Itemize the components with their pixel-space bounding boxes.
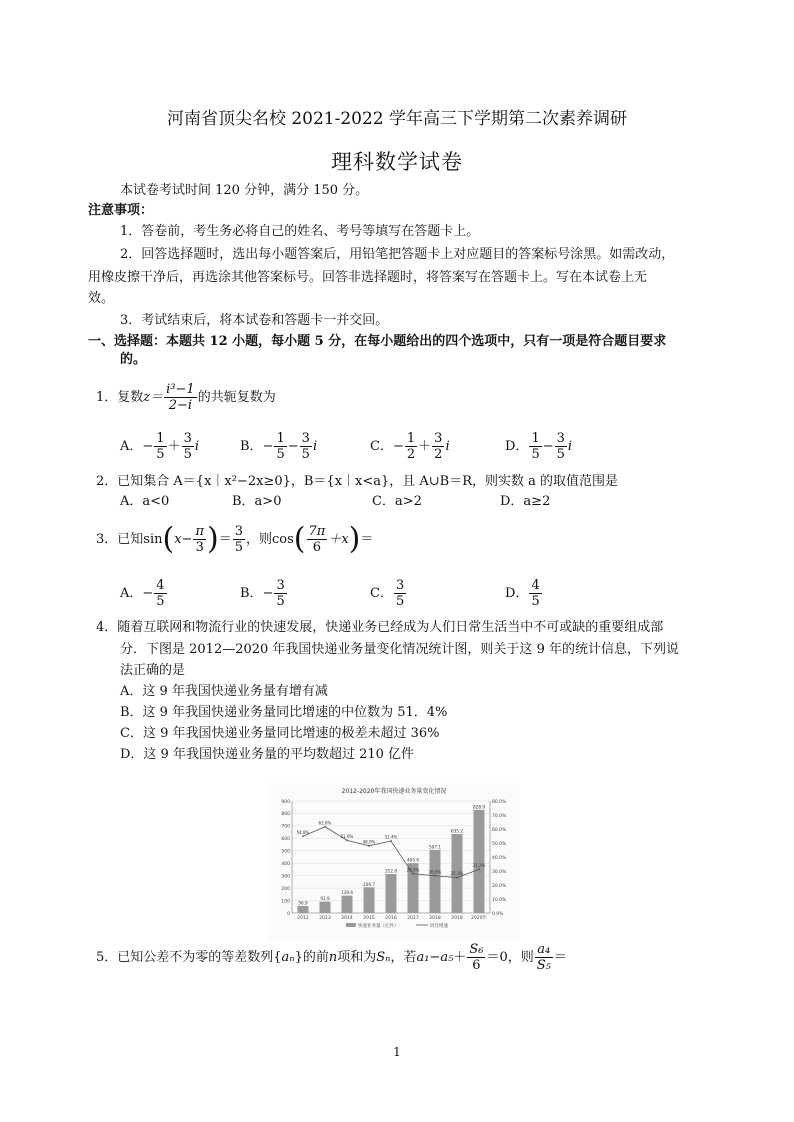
express-volume-chart <box>268 783 520 939</box>
paper-title: 河南省顶尖名校 2021-2022 学年高三下学期第二次素养调研 <box>166 109 628 129</box>
x-tick-label: 2012 <box>297 916 309 921</box>
q1-option-a: A．− $\frac{1}{5}$ ＋ $\frac{3}{5}$ i <box>120 431 200 462</box>
q1-prefix: 1．复数 <box>96 390 144 405</box>
legend-bar-label: 快递业务量（亿件） <box>358 924 399 929</box>
q5-ratio-frac: $\frac{\text{a₄}}{\text{S₅}}$ <box>536 942 551 973</box>
right-tick-label: 10.0% <box>492 897 507 903</box>
right-tick-label: 60.0% <box>492 827 507 833</box>
q3-x: x− <box>174 532 193 547</box>
q3-prefix: 3．已知sin <box>96 532 163 547</box>
growth-point <box>346 839 348 841</box>
q3-option-c: C． $\frac{3}{5}$ <box>370 578 405 609</box>
growth-value-label: 61.6% <box>318 820 332 826</box>
growth-value-label: 25.3% <box>450 871 464 877</box>
x-tick-label: 2014 <box>341 916 353 921</box>
x-tick-label: 2016 <box>385 916 397 921</box>
question-2-stem: 2．已知集合 A＝{x｜x²−2x≥0}，B＝{x｜x<a}，且 A∪B＝R，则实数 a 的取值范围是 <box>96 474 619 489</box>
x-tick-label: 2013 <box>319 916 331 921</box>
q3-option-d: D． $\frac{4}{5}$ <box>505 578 540 609</box>
left-tick-label: 0 <box>287 911 290 917</box>
note-item: 效。 <box>88 291 115 306</box>
growth-point <box>368 845 370 847</box>
question-4-line: 法正确的是 <box>120 663 186 678</box>
q1-option-b: B．− $\frac{1}{5}$ − $\frac{3}{5}$ i <box>240 431 318 462</box>
bar-value-label: 312.8 <box>385 868 397 874</box>
section-heading: 一、选择题：本题共 12 小题，每小题 5 分，在每小题给出的四个选项中，只有一项是符合题目要求 <box>88 334 667 349</box>
growth-value-label: 31.2% <box>472 862 486 868</box>
q4-option-d: D．这 9 年我国快递业务量的平均数超过 210 亿件 <box>120 747 415 762</box>
page-number: 1 <box>393 1045 401 1059</box>
bar-value-label: 139.6 <box>341 890 353 896</box>
growth-value-label: 51.9% <box>340 833 354 839</box>
right-tick-label: 20.0% <box>492 883 507 889</box>
q1-z: z＝ <box>143 390 164 405</box>
bar <box>320 902 331 913</box>
paper-subtitle: 理科数学试卷 <box>331 150 463 174</box>
q3-cos-frac: $\frac{7\pi}{6}$ <box>308 524 326 555</box>
q3-option-b: B．− $\frac{3}{5}$ <box>240 578 285 609</box>
x-tick-label: 2015 <box>363 916 375 921</box>
q3-value-frac: $\frac{3}{5}$ <box>234 524 243 555</box>
left-tick-label: 400 <box>281 862 290 868</box>
question-4-line: 4．随着互联网和物流行业的快速发展，快递业务已经成为人们日常生活当中不可或缺的重要组成部 <box>96 620 664 635</box>
question-3-stem: 3．已知sin(x− $\frac{\pi}{3}$ )＝ $\frac{3}{5}$ ，则cos( $\frac{7\pi}{6}$ ＋x)＝ <box>96 521 374 557</box>
note-item: 用橡皮擦干净后，再选涂其他答案标号。回答非选择题时，将答案写在答题卡上。写在本试卷上无 <box>88 270 648 285</box>
x-tick-label: 2020年 <box>471 916 487 921</box>
growth-value-label: 48.0% <box>362 839 376 845</box>
intro-text: 本试卷考试时间 120 分钟，满分 150 分。 <box>120 183 369 198</box>
growth-point <box>390 840 392 842</box>
q1-option-c: C．− $\frac{1}{2}$ ＋ $\frac{3}{2}$ i <box>370 431 450 462</box>
bar <box>364 887 375 913</box>
q1-option-d: D． $\frac{1}{5}$ − $\frac{3}{5}$ i <box>505 431 573 462</box>
q2-option-c: C．a>2 <box>372 494 422 509</box>
growth-value-label: 54.8% <box>296 829 310 835</box>
growth-point <box>302 835 304 837</box>
q2-option-a: A．a<0 <box>120 494 170 509</box>
x-tick-label: 2019 <box>451 916 463 921</box>
legend-line-label: 同比增速 <box>430 924 448 929</box>
left-tick-label: 800 <box>281 812 290 818</box>
growth-point <box>456 877 458 879</box>
left-tick-label: 500 <box>281 849 290 855</box>
note-item: 3．考试结束后，将本试卷和答题卡一并交回。 <box>120 313 389 328</box>
q1-suffix: 的共轭复数为 <box>197 390 276 405</box>
q2-option-b: B．a>0 <box>232 494 282 509</box>
q2-option-d: D．a≥2 <box>500 494 551 509</box>
left-tick-label: 700 <box>281 824 290 830</box>
question-4-line: 分．下图是 2012—2020 年我国快递业务量变化情况统计图，则关于这 9 年的统计信息，下列说 <box>120 642 679 657</box>
bar-value-label: 206.7 <box>363 881 375 887</box>
q3-pi-frac: $\frac{\pi}{3}$ <box>195 524 204 555</box>
left-tick-label: 900 <box>281 799 290 805</box>
bar <box>298 906 309 913</box>
bar-value-label: 828.9 <box>473 804 485 810</box>
bar-value-label: 635.2 <box>451 828 463 834</box>
right-tick-label: 70.0% <box>492 813 507 819</box>
notes-heading: 注意事项： <box>88 203 154 218</box>
left-tick-label: 600 <box>281 837 290 843</box>
bar-value-label: 400.6 <box>407 857 419 863</box>
right-tick-label: 80.0% <box>492 799 507 805</box>
bar <box>430 850 441 913</box>
bar <box>474 810 485 913</box>
q5-s6-frac: $\frac{\text{S₆}}{6}$ <box>469 942 484 973</box>
right-tick-label: 40.0% <box>492 855 507 861</box>
note-item: 2．回答选择题时，选出每小题答案后，用铅笔把答题卡上对应题目的答案标号涂黑。如需改动， <box>120 247 675 262</box>
note-item: 1．答卷前，考生务必将自己的姓名、考号等填写在答题卡上。 <box>120 224 480 239</box>
right-tick-label: 50.0% <box>492 841 507 847</box>
right-tick-label: 30.0% <box>492 869 507 875</box>
growth-point <box>434 875 436 877</box>
right-tick-label: 0.0% <box>492 911 504 917</box>
question-1-stem <box>96 382 276 413</box>
bar <box>342 896 353 913</box>
bar-value-label: 507.1 <box>429 844 441 850</box>
bar-value-label: 91.9 <box>320 896 330 902</box>
q4-option-b: B．这 9 年我国快递业务量同比增速的中位数为 51．4% <box>120 705 448 720</box>
q4-option-a: A．这 9 年我国快递业务量有增有减 <box>120 684 328 699</box>
growth-value-label: 26.6% <box>428 869 442 875</box>
left-tick-label: 100 <box>281 899 290 905</box>
q1-denominator: 2−i <box>168 398 193 413</box>
legend-swatch-bar <box>346 923 356 927</box>
q1-numerator: i³−1 <box>166 382 195 397</box>
growth-value-label: 51.4% <box>384 834 398 840</box>
x-tick-label: 2017 <box>407 916 419 921</box>
growth-value-label: 28.0% <box>406 867 420 873</box>
section-heading-cont: 的。 <box>120 352 147 367</box>
q3-option-a: A．− $\frac{4}{5}$ <box>120 578 165 609</box>
bar-value-label: 56.9 <box>298 900 308 906</box>
growth-point <box>324 826 326 828</box>
left-tick-label: 300 <box>281 874 290 880</box>
growth-point <box>478 868 480 870</box>
growth-point <box>412 873 414 875</box>
x-tick-label: 2018 <box>429 916 441 921</box>
q1-fraction <box>164 382 197 413</box>
q4-option-c: C．这 9 年我国快递业务量同比增速的极差未超过 36% <box>120 726 440 741</box>
left-tick-label: 200 <box>281 886 290 892</box>
chart-title: 2012-2020年我国快递业务量变化情况 <box>341 788 447 795</box>
bar <box>386 874 397 913</box>
question-5-stem: 5．已知公差不为零的等差数列{aₙ}的前n项和为Sₙ，若a₁−a₅＋ $\frac{\text{S₆}}{6}$ ＝0，则 $\frac{\text{a₄}}{\text{S₅}}$ ＝ <box>96 942 567 973</box>
